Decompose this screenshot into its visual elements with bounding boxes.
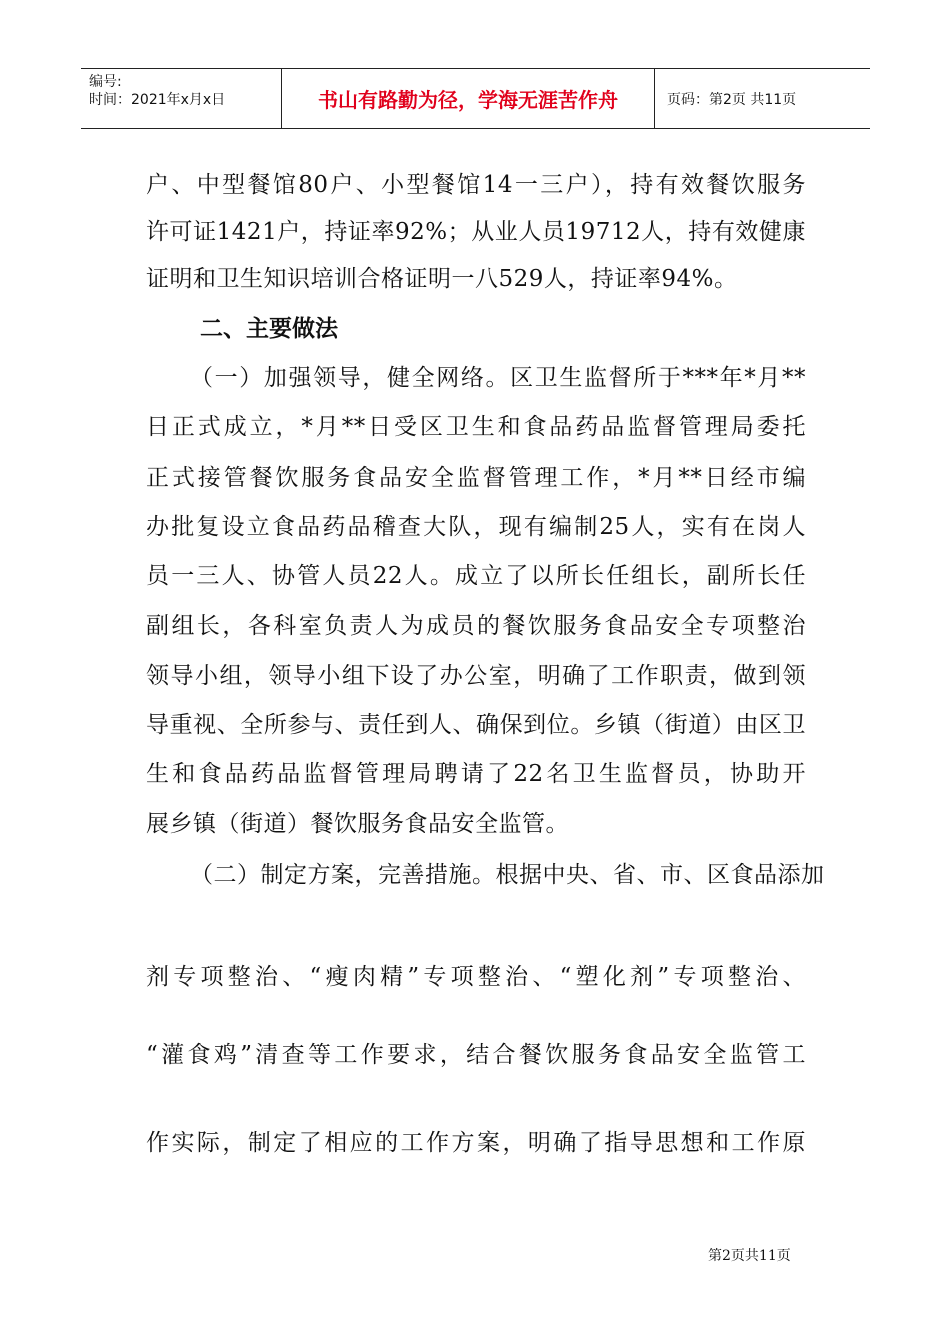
body-line-17: 作实际，制定了相应的工作方案，明确了指导思想和工作原: [146, 1130, 806, 1156]
body-line-2: 许可证1421户，持证率92%；从业人员19712人，持有效健康: [146, 219, 806, 245]
body-line-9: 副组长，各科室负责人为成员的餐饮服务食品安全专项整治: [146, 613, 806, 639]
body-line-10: 领导小组，领导小组下设了办公室，明确了工作职责，做到领: [146, 663, 806, 689]
body-line-15: 剂专项整治、“瘦肉精”专项整治、“塑化剂”专项整治、: [146, 964, 806, 990]
body-line-5: 日正式成立，*月**日受区卫生和食品药品监督管理局委托: [146, 414, 806, 440]
header-motto: 书山有路勤为径，学海无涯苦作舟: [282, 69, 655, 128]
body-line-11: 导重视、全所参与、责任到人、确保到位。乡镇（街道）由区卫: [146, 712, 806, 738]
body-line-4: （一）加强领导，健全网络。区卫生监督所于***年*月**: [190, 365, 806, 391]
page-footer: 第2页共11页: [708, 1248, 791, 1264]
body-line-16: “灌食鸡”清查等工作要求，结合餐饮服务食品安全监管工: [146, 1042, 806, 1068]
body-line-13: 展乡镇（街道）餐饮服务食品安全监管。: [146, 811, 569, 837]
section-heading: 二、主要做法: [200, 316, 338, 342]
body-line-8: 员一三人、协管人员22人。成立了以所长任组长，副所长任: [146, 563, 806, 589]
date-label: 时间：2021年x月x日: [89, 92, 226, 108]
body-line-7: 办批复设立食品药品稽查大队，现有编制25人，实有在岗人: [146, 514, 806, 540]
body-line-3: 证明和卫生知识培训合格证明一八529人，持证率94%。: [146, 266, 738, 292]
header-meta: [81, 69, 282, 128]
body-line-14: （二）制定方案，完善措施。根据中央、省、市、区食品添加: [190, 862, 825, 888]
page-header: [81, 68, 870, 129]
header-page-info: 页码：第2页 共11页: [667, 91, 797, 108]
body-line-1: 户、中型餐馆80户、小型餐馆14一三户），持有效餐饮服务: [146, 172, 806, 198]
body-line-12: 生和食品药品监督管理局聘请了22名卫生监督员，协助开: [146, 761, 806, 787]
body-line-6: 正式接管餐饮服务食品安全监督管理工作，*月**日经市编: [146, 465, 806, 491]
serial-number-label: 编号:: [89, 74, 122, 90]
